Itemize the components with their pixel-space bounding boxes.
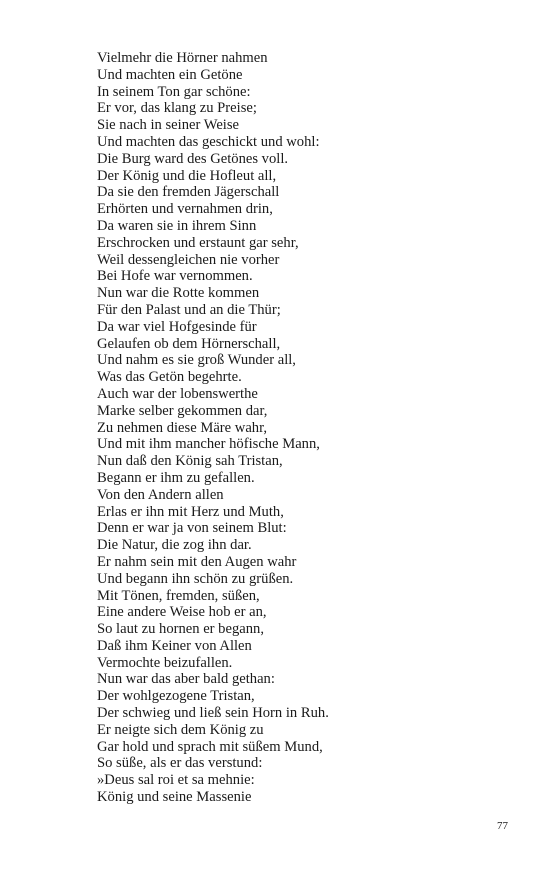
verse-line: So süße, als er das verstund: xyxy=(97,755,263,772)
verse-line: Da waren sie in ihrem Sinn xyxy=(97,217,257,234)
verse-line: Weil dessengleichen nie vorher xyxy=(97,251,280,268)
verse-line: Vermochte beizufallen. xyxy=(97,654,233,671)
verse-line: Begann er ihm zu gefallen. xyxy=(97,469,255,486)
verse-line: Daß ihm Keiner von Allen xyxy=(97,637,252,654)
verse-line: Die Natur, die zog ihn dar. xyxy=(97,537,252,554)
verse-line: Da war viel Hofgesinde für xyxy=(97,318,257,335)
verse-line: Nun daß den König sah Tristan, xyxy=(97,453,283,470)
verse-line: Nun war das aber bald gethan: xyxy=(97,671,275,688)
verse-line: Und begann ihn schön zu grüßen. xyxy=(97,570,294,587)
verse-line: Gar hold und sprach mit süßem Mund, xyxy=(97,738,323,755)
verse-line: Nun war die Rotte kommen xyxy=(97,285,260,302)
verse-line: Und mit ihm mancher höfische Mann, xyxy=(97,436,320,453)
verse-line: Von den Andern allen xyxy=(97,486,224,503)
verse-line: Gelaufen ob dem Hörnerschall, xyxy=(97,335,281,352)
verse-block xyxy=(97,50,329,806)
verse-line: Er nahm sein mit den Augen wahr xyxy=(97,553,297,570)
verse-line: Bei Hofe war vernommen. xyxy=(97,268,253,285)
verse-line: Er neigte sich dem König zu xyxy=(97,721,264,738)
verse-line: Erhörten und vernahmen drin, xyxy=(97,201,273,218)
verse-line: Und nahm es sie groß Wunder all, xyxy=(97,352,296,369)
verse-line: Für den Palast und an die Thür; xyxy=(97,301,281,318)
verse-line: Und machten das geschickt und wohl: xyxy=(97,133,320,150)
verse-line: Der wohlgezogene Tristan, xyxy=(97,688,255,705)
verse-line: Denn er war ja von seinem Blut: xyxy=(97,520,287,537)
verse-line: Der König und die Hofleut all, xyxy=(97,167,277,184)
verse-line: Zu nehmen diese Märe wahr, xyxy=(97,419,268,436)
verse-line: Die Burg ward des Getönes voll. xyxy=(97,150,289,167)
verse-line: Und machten ein Getöne xyxy=(97,66,243,83)
page-number: 77 xyxy=(497,820,508,832)
verse-line: Vielmehr die Hörner nahmen xyxy=(97,50,268,66)
verse-line: »Deus sal roi et sa mehnie: xyxy=(97,772,255,789)
verse-line: Er vor, das klang zu Preise; xyxy=(97,100,257,117)
verse-line: So laut zu hornen er begann, xyxy=(97,621,264,638)
verse-line: Erschrocken und erstaunt gar sehr, xyxy=(97,234,299,251)
verse-line: Da sie den fremden Jägerschall xyxy=(97,184,280,201)
verse-line: Was das Getön begehrte. xyxy=(97,369,242,386)
verse-line: Eine andere Weise hob er an, xyxy=(97,604,267,621)
verse-line: Marke selber gekommen dar, xyxy=(97,402,268,419)
verse-line: König und seine Massenie xyxy=(97,789,252,806)
verse-line: Mit Tönen, fremden, süßen, xyxy=(97,587,260,604)
verse-line: Der schwieg und ließ sein Horn in Ruh. xyxy=(97,705,329,722)
verse-line: Auch war der lobenswerthe xyxy=(97,385,258,402)
verse-line: Sie nach in seiner Weise xyxy=(97,117,240,134)
verse-line: In seinem Ton gar schöne: xyxy=(97,83,251,100)
verse-line: Erlas er ihn mit Herz und Muth, xyxy=(97,503,284,520)
